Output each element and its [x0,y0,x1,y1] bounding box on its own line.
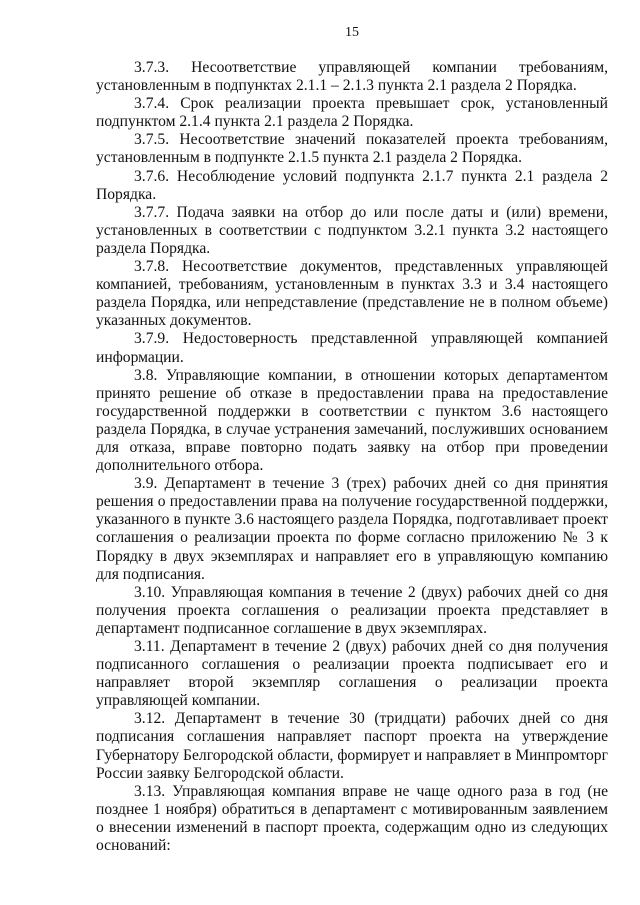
paragraph-3-7-7: 3.7.7. Подача заявки на отбор до или после даты и (или) времени, установленных в соответствии с подпунктом 3.2.1 пункта 3.2 настоящего раздела Порядка. [96,203,608,257]
paragraph-3-8: 3.8. Управляющие компании, в отношении которых департаментом принято решение об отказе в предоставлении права на предоставление государственной поддержки в соответствии с пунктом 3.6 настоящего раздела Порядка, в случае устранения замечаний, послуживших основанием для отказа, вправе повторно подать заявку на отбор при проведении дополнительного отбора. [96,366,608,475]
paragraph-3-7-6: 3.7.6. Несоблюдение условий подпункта 2.1.7 пункта 2.1 раздела 2 Порядка. [96,167,608,203]
paragraph-3-7-8: 3.7.8. Несоответствие документов, представленных управляющей компанией, требованиям, установленным в пунктах 3.3 и 3.4 настоящего раздела Порядка, или непредставление (представление не в полном объеме) указанных документов. [96,258,608,330]
paragraph-3-9: 3.9. Департамент в течение 3 (трех) рабочих дней со дня принятия решения о предоставлении права на получение государственной поддержки, указанного в пункте 3.6 настоящего раздела Порядка, подготавливает проект соглашения о реализации проекта по форме согласно приложению № 3 к Порядку в двух экземплярах и направляет его в управляющую компанию для подписания. [96,475,608,583]
paragraph-3-13: 3.13. Управляющая компания вправе не чаще одного раза в год (не позднее 1 ноября) обратиться в департамент с мотивированным заявлением о внесении изменений в паспорт проекта, содержащим одно из следующих оснований: [96,782,608,855]
paragraph-3-7-5: 3.7.5. Несоответствие значений показателей проекта требованиям, установленным в подпункте 2.1.5 пункта 2.1 раздела 2 Порядка. [96,131,608,167]
paragraph-3-12: 3.12. Департамент в течение 30 (тридцати) рабочих дней со дня подписания соглашения направляет паспорт проекта на утверждение Губернатору Белгородской области, формирует и направляет в Минпромторг России заявку Белгородской области. [96,710,608,782]
page-number: 15 [345,25,359,40]
paragraph-3-7-3: 3.7.3. Несоответствие управляющей компании требованиям, установленным в подпунктах 2.1.1 – 2.1.3 пункта 2.1 раздела 2 Порядка. [96,59,608,95]
paragraph-3-7-4: 3.7.4. Срок реализации проекта превышает срок, установленный подпунктом 2.1.4 пункта 2.1 раздела 2 Порядка. [96,95,608,131]
paragraph-3-11: 3.11. Департамент в течение 2 (двух) рабочих дней со дня получения подписанного соглашения о реализации проекта подписывает его и направляет второй экземпляр соглашения о реализации проекта управляющей компании. [96,638,608,710]
paragraph-3-7-9: 3.7.9. Недостоверность представленной управляющей компанией информации. [96,330,608,366]
paragraph-3-10: 3.10. Управляющая компания в течение 2 (двух) рабочих дней со дня получения проекта соглашения о реализации проекта представляет в департамент подписанное соглашение в двух экземплярах. [96,583,608,637]
